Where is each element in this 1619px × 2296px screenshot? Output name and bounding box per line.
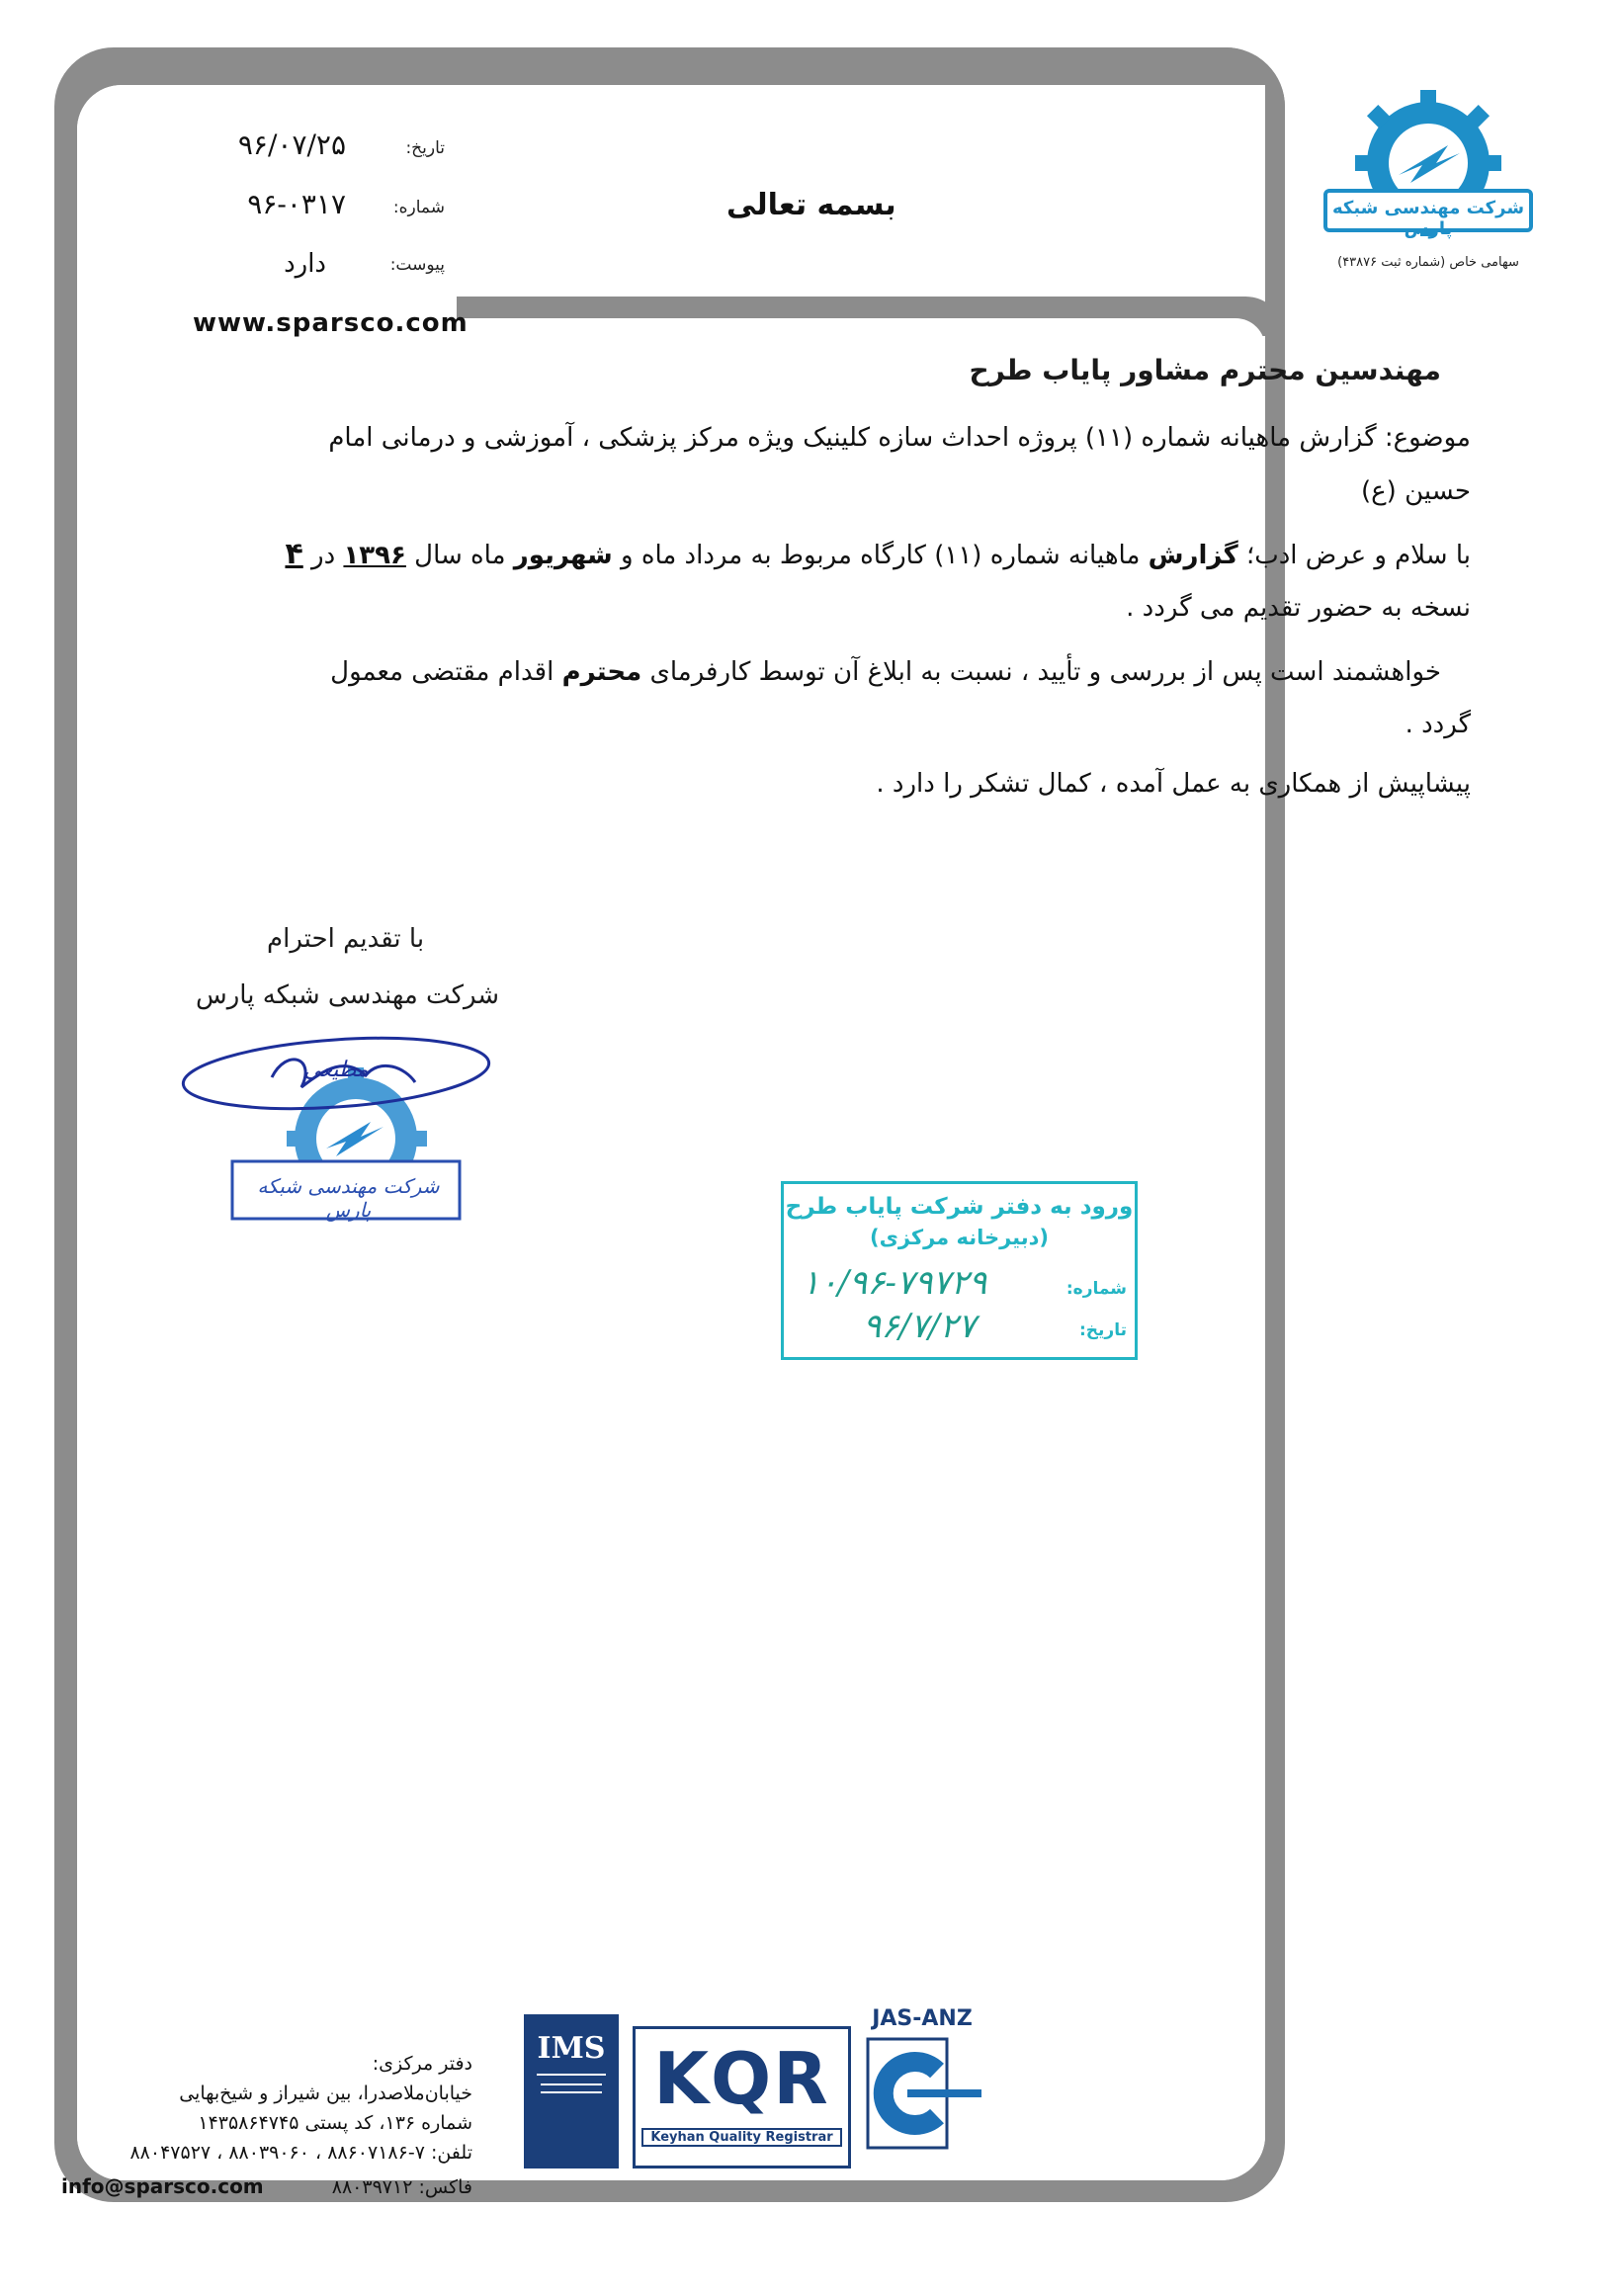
paragraph-2-line-1 [156,647,1441,697]
closing-company: شرکت مهندسی شبکه پارس [196,980,500,1010]
receipt-number-value: ۱۰/۹۶-۷۹۷۲۹ [802,1263,987,1303]
company-registration: سهامی خاص (شماره ثبت ۴۳۸۷۶) [1337,255,1519,270]
p1-text-b: گزارش [1148,541,1238,570]
attachment-label: پیوست: [389,255,445,275]
number-value: ۹۶-۰۳۱۷ [247,188,346,220]
seal-text: شرکت مهندسی شبکه پارس [257,1174,440,1222]
kqr-cert-caption: Keyhan Quality Registrar [641,2128,842,2147]
jas-anz-cert-logo [858,2006,986,2165]
date-value: ۹۶/۰۷/۲۵ [237,128,346,161]
ims-cert-text: IMS [537,2031,606,2066]
number-label: شماره: [392,198,445,217]
p1-text-d: شهریور [513,541,613,570]
company-logo-name: شرکت مهندسی شبکه پارس [1331,198,1525,239]
p1-text-h: ۴ [285,537,303,571]
office-label: دفتر مرکزی: [372,2053,472,2075]
fax-number: فاکس: ۸۸۰۳۹۷۱۲ [331,2176,472,2198]
website-link[interactable]: www.sparsco.com [193,308,469,338]
receipt-date-value: ۹۶/۷/۲۷ [863,1307,977,1346]
receipt-stamp-subtitle: (دبیرخانه مرکزی) [869,1226,1050,1249]
receipt-stamp-title: ورود به دفتر شرکت پایاب طرح [785,1194,1134,1220]
paragraph-1-line-1 [146,530,1471,580]
receipt-number-label: شماره: [1065,1279,1127,1299]
p1-text-g: در [302,541,344,570]
p2-text-c: اقدام مقتضی معمول [330,657,562,687]
subject-line-1: موضوع: گزارش ماهیانه شماره (۱۱) پروژه احداث سازه کلینیک ویژه مرکز پزشکی ، آموزشی و درمانی امام [328,423,1471,453]
p1-text-c: ماهیانه شماره (۱۱) کارگاه مربوط به مرداد ماه و [612,541,1149,570]
closing-respect: با تقدیم احترام [267,924,425,954]
address-line-1: خیابان‌ملاصدرا، بین شیراز و شیخ‌بهایی [179,2083,472,2104]
paragraph-3: پیشاپیش از همکاری به عمل آمده ، کمال تشکر را دارد . [876,769,1471,799]
gear-logo-icon [1310,84,1547,282]
p2-text-b: محترم [561,657,642,687]
company-logo [1310,84,1547,282]
addressee: مهندسین محترم مشاور پایاب طرح [969,354,1441,386]
p2-text-a: خواهشمند است پس از بررسی و تأیید ، نسبت به ابلاغ آن توسط کارفرمای [641,657,1441,687]
receipt-stamp [781,1181,1138,1360]
phone-numbers: تلفن: ۷-۸۸۶۰۷۱۸۶ ، ۸۸۰۳۹۰۶۰ ، ۸۸۰۴۷۵۲۷ [129,2142,472,2164]
kqr-cert-text: KQR [653,2037,830,2120]
paragraph-2-line-2: گردد . [1405,710,1471,739]
date-label: تاریخ: [405,138,445,158]
address-line-2: شماره ۱۳۶، کد پستی ۱۴۳۵۸۶۴۷۴۵ [198,2112,472,2134]
signature: مطیعی [303,1058,369,1082]
header-divider-mask [457,318,1265,348]
subject-line-2: حسین (ع) [1361,476,1471,506]
receipt-date-label: تاریخ: [1079,1320,1127,1340]
p1-text-e: ماه سال [405,541,514,570]
ims-cert-logo [524,2014,619,2168]
signature-seal [168,1028,504,1235]
kqr-cert-logo [633,2026,851,2168]
attachment-value: دارد [284,249,326,279]
jas-anz-c-icon [858,2031,986,2160]
bismillah-heading: بسمه تعالی [726,188,896,222]
jas-anz-cert-text: JAS-ANZ [872,2006,973,2031]
p1-text-a: با سلام و عرض ادب؛ [1237,541,1471,570]
paragraph-1-line-2: نسخه به حضور تقدیم می گردد . [1126,593,1471,623]
p1-text-f: ۱۳۹۶ [343,541,406,570]
email-link[interactable]: info@sparsco.com [61,2174,264,2198]
